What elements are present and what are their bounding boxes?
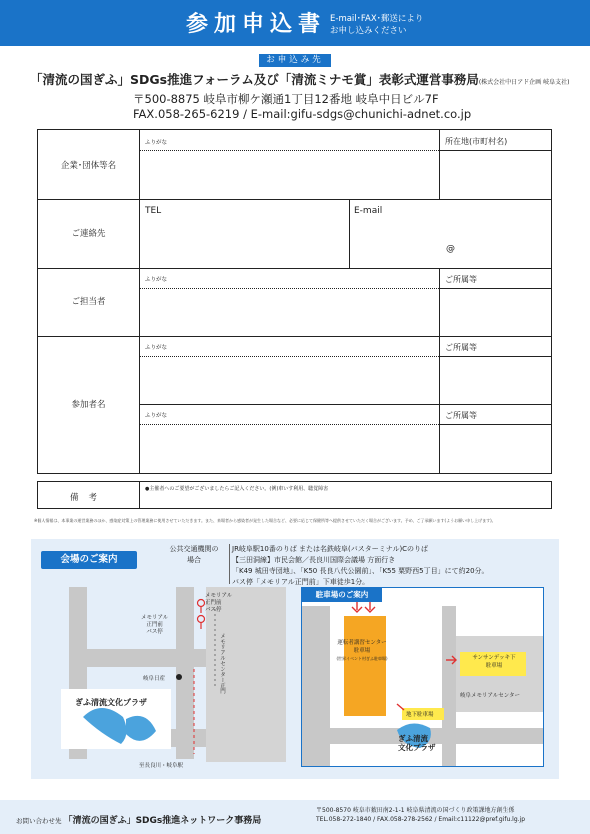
participant2-dept-label: ご所属等 (445, 411, 477, 420)
remarks-label: 備考 (69, 493, 107, 503)
participant-label: 参加者名 (71, 400, 106, 410)
parking-venue-label (398, 734, 436, 752)
location-label: 所在地(市町村名) (445, 137, 508, 146)
header-banner (0, 0, 590, 46)
office-postal-address: 〒500-8875 岐阜市柳ケ瀬通1丁目12番地 岐阜中日ビル7F (133, 92, 439, 106)
row-divider (139, 404, 551, 405)
person-dept-label: ご所属等 (445, 275, 477, 284)
parking-entrance-arrow-2 (365, 602, 375, 612)
company-furigana-label: ふりがな (145, 140, 168, 146)
participant2-name-field[interactable] (140, 425, 439, 472)
venue-guide (31, 539, 559, 779)
apply-to-badge: お申込み先 (259, 54, 331, 67)
person-name-field[interactable] (140, 289, 439, 335)
bus-stop-icon-bottom (198, 616, 205, 623)
footer (0, 800, 590, 834)
parking-lot-orange-line2: 駐車場 (353, 648, 371, 654)
transit-line3: 「K49 城田寺団地」、「K50 長良八代公園前」、「K55 粟野西5丁目」にて約20分。 (232, 567, 489, 575)
parking-map (301, 587, 544, 767)
inquiry-address: 〒500-8570 岐阜市薮田南2-1-1 岐阜県清流の国づくり政策課地方創生係 (316, 807, 515, 814)
parking-entrance-arrow-4 (397, 704, 404, 710)
email-field[interactable] (350, 218, 550, 266)
email-label: E-mail (354, 206, 383, 216)
company-label: 企業･団体等名 (60, 161, 117, 171)
inquiry-contact (16, 813, 261, 826)
tel-field[interactable] (140, 218, 348, 266)
transit-line1: JR岐阜駅10番のりば または名鉄岐阜(バスターミナル)Cのりば (232, 545, 429, 553)
inquiry-org: 「清流の国ぎふ」SDGs推進ネットワーク事務局 (63, 816, 262, 826)
participant2-dept-field[interactable] (440, 425, 551, 472)
memorial-bus-stop-top (205, 593, 232, 614)
parking-lot-sunsun-line2: 駐車場 (485, 663, 503, 669)
venue-name-label: ぎふ清流文化プラザ (75, 698, 147, 707)
parking-lot-orange (344, 616, 386, 716)
office-company: (株式会社中日アド企画 岐阜支社) (478, 79, 570, 86)
memorial-stop-left-line1: メモリアル (141, 615, 169, 621)
contact-label: ご連絡先 (71, 229, 106, 239)
venue-guide-title: 会場のご案内 (41, 551, 137, 569)
parking-lot-orange-line1: 運転者講習センター (337, 640, 387, 646)
station-road-label: 至長良川・岐阜駅 (139, 763, 184, 769)
parking-lot-orange-line3: (世界イベント村ぎふ駐車場) (336, 656, 388, 661)
memorial-stop-left-line2: 正門前 (146, 622, 163, 628)
email-at-mark: @ (446, 244, 455, 254)
memorial-stop-left-line3: バス停 (146, 629, 163, 635)
company-name-field[interactable] (140, 151, 439, 199)
parking-lot-sunsun-label (462, 654, 526, 670)
participant1-dept-field[interactable] (440, 357, 551, 403)
submission-methods-line2: お申し込みください (330, 26, 407, 36)
memorial-center-label: 岐阜メモリアルセンター (460, 693, 521, 699)
form-title: 参加申込書 (186, 12, 327, 37)
transit-label-line2: 場合 (187, 556, 201, 564)
remarks-field[interactable] (141, 493, 551, 508)
transit-line4: バス停「メモリアル正門前」下車徒歩1分。 (232, 578, 370, 586)
person-in-charge-label: ご担当者 (71, 297, 106, 307)
memorial-bus-stop-left (141, 615, 168, 636)
gifu-nissan-label: 岐阜日産 (143, 676, 166, 682)
memorial-road-label: メモリアルセンター正門 (219, 633, 225, 694)
office-name-text: 「清流の国ぎふ」SDGs推進フォーラム及び「清流ミナモ賞」表彰式運営事務局 (30, 72, 479, 87)
person-dept-field[interactable] (440, 289, 551, 335)
transit-line2: 【三田洞線】市民会館／長良川国際会議場 方面行き (232, 556, 396, 564)
parking-venue-line2: 文化プラザ (398, 743, 436, 752)
submission-methods-line1: E-mail･FAX･郵送により (330, 14, 424, 24)
office-address (133, 92, 471, 122)
transit-label-line1: 公共交通機関の (169, 545, 219, 553)
inquiry-details (316, 806, 525, 824)
memorial-stop-top-line3: バス停 (205, 607, 222, 613)
submission-methods (330, 13, 423, 37)
inquiry-label: お問い合わせ先 (16, 817, 62, 825)
parking-lot-orange-label (312, 639, 412, 663)
remarks-note: ●主催者へのご要望がございましたらご記入ください。(例)車いす利用、聴覚障害 (145, 486, 329, 492)
row-divider (38, 336, 551, 337)
location-field[interactable] (440, 151, 551, 199)
parking-entrance-arrow-1 (352, 602, 362, 612)
memorial-stop-top-line2: 正門前 (205, 600, 222, 606)
person-furigana-label: ふりがな (145, 277, 168, 283)
office-name (30, 70, 569, 88)
row-divider (38, 268, 551, 269)
privacy-note: ※個人情報は、本事業の運営業務のほか、感染症対策上の管理業務に使用させていただきます。また、来場者から感染者が発生した場合など、必要に応じて保健所等へ提供させていただく場合がございます。予め、ご了承願います(ようお願い申し上げます)。 (34, 518, 496, 523)
bus-stop-icon-top (198, 600, 205, 607)
participant1-name-field[interactable] (140, 357, 439, 403)
underground-parking-label: 地下駐車場 (406, 712, 434, 718)
parking-venue-line1: ぎふ清流 (398, 734, 428, 743)
remarks-box (37, 481, 552, 509)
office-fax-email[interactable]: FAX.058-265-6219 / E-mail:gifu-sdgs@chunichi-adnet.co.jp (133, 107, 472, 121)
application-form (37, 129, 552, 474)
remarks-divider (139, 482, 140, 508)
participant1-dept-label: ご所属等 (445, 343, 477, 352)
inquiry-phone-email[interactable]: TEL.058-272-1840 / FAX.058-278-2562 / Email:c11122@pref.gifu.lg.jp (316, 816, 526, 823)
row-divider (38, 199, 551, 200)
participant2-furigana-label: ふりがな (145, 413, 168, 419)
participant1-furigana-label: ふりがな (145, 345, 168, 351)
gifu-nissan-marker (176, 674, 182, 680)
parking-lot-sunsun-line1: サンサンデッキ下 (472, 655, 516, 661)
memorial-stop-top-line1: メモリアル (205, 593, 233, 599)
tel-label: TEL (145, 206, 162, 216)
parking-map-title: 駐車場のご案内 (302, 588, 382, 602)
